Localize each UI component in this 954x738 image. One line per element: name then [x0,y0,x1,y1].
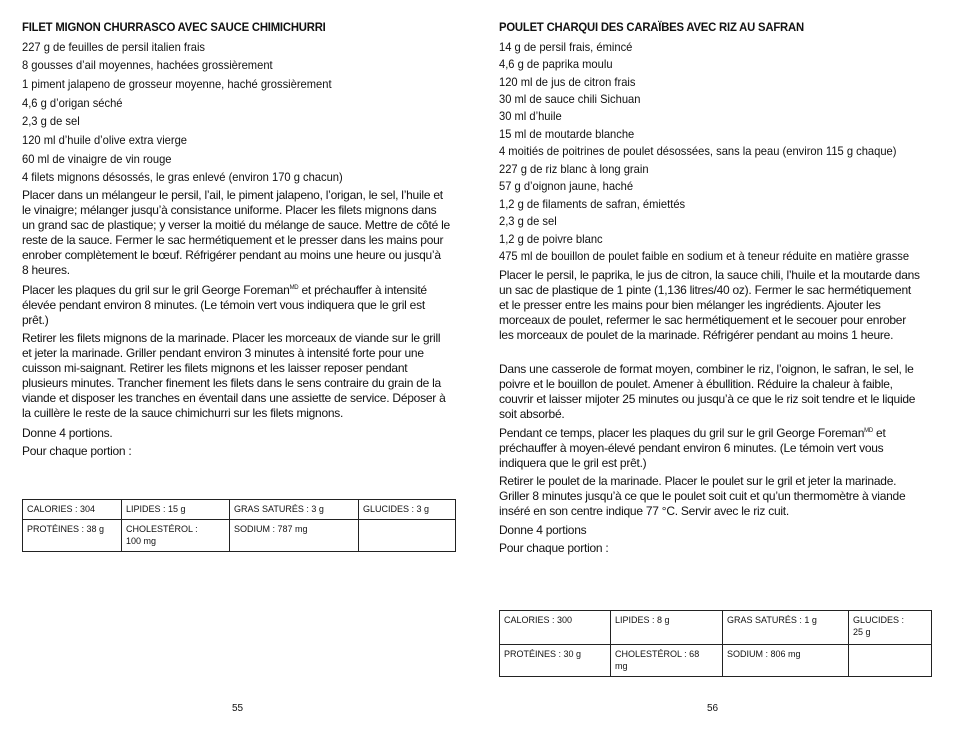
instruction-paragraph [499,426,894,471]
nutrition-cell: GRAS SATURÉS : 3 g [230,500,359,520]
servings-text: Donne 4 portions [499,523,587,537]
ingredient-line: 2,3 g de sel [22,114,80,128]
table-row [500,645,932,677]
ingredient-line: 120 ml d’huile d’olive extra vierge [22,133,188,147]
nutrition-cell: LIPIDES : 8 g [611,611,723,645]
instruction-text: et préchauffer à moyen-élevé pendant environ 6 minutes. (Le témoin vert vous indiquera que le gril est prêt.) [499,426,886,470]
ingredient-line: 227 g de riz blanc à long grain [499,162,649,176]
instruction-paragraph: Retirer les filets mignons de la marinade. Placer les morceaux de viande sur le grill et jeter la marinade. Griller pendant environ 3 minutes à intensité forte pour une cuisson mi-saignant. Retirer les filets mignons et les laisser reposer pendant plusieurs minutes. Trancher finement les filets dans le sens contraire du grain de la viande et disposer les tranches en éventail dans une assiette de service. Déposer à la cuillère le reste de la sauce chimichurri sur les filets mignons. [22,331,446,420]
table-row [500,611,932,645]
recipe-title: FILET MIGNON CHURRASCO AVEC SAUCE CHIMICHURRI [22,20,326,34]
ingredient-line: 4,6 g de paprika moulu [499,57,613,71]
nutrition-cell [359,520,456,552]
nutrition-cell [122,520,230,552]
recipe-title: POULET CHARQUI DES CARAÏBES AVEC RIZ AU SAFRAN [499,20,804,34]
instruction-text: et préchauffer à intensité élevée pendant environ 8 minutes. (Le témoin vert vous indiquera que le gril est prêt.) [22,283,427,327]
nutrition-cell: GLUCIDES : 3 g [359,500,456,520]
instruction-paragraph: Retirer le poulet de la marinade. Placer le poulet sur le gril et jeter la marinade. Griller 8 minutes jusqu’à ce que le poulet soit cuit et qu’un thermomètre à viande inséré en son centre indique 77 °C. Servir avec le riz cuit. [499,474,906,518]
nutrition-cell: LIPIDES : 15 g [122,500,230,520]
instruction-text: Pendant ce temps, placer les plaques du gril sur le gril George Foreman [499,426,865,440]
nutrition-cell: CALORIES : 300 [500,611,611,645]
nutrition-text: CHOLESTÉROL : [126,524,198,534]
nutrition-cell: SODIUM : 806 mg [723,645,849,677]
nutrition-table [22,499,456,552]
servings-text: Donne 4 portions. [22,426,113,440]
nutrition-cell [849,645,932,677]
ingredient-line: 8 gousses d’ail moyennes, hachées grossièrement [22,58,273,72]
ingredient-line: 120 ml de jus de citron frais [499,75,636,89]
instruction-paragraph: Placer dans un mélangeur le persil, l’ail, le piment jalapeno, l’origan, le sel, l’huile et le vinaigre; mélanger jusqu’à consistance uniforme. Placer les filets mignons dans un grand sac de plastique; y verser la moitié du mélange de sauce. Mettre de côté le reste de la sauce. Fermer le sac hermétiquement et le presser dans les mains pour enrober complètement le bœuf. Réfrigérer pendant au moins une heure ou jusqu’à 8 heures. [22,188,450,277]
nutrition-cell: PROTÉINES : 30 g [500,645,611,677]
nutrition-cell [611,645,723,677]
trademark-mark: MD [289,285,299,291]
instruction-text: Placer les plaques du gril sur le gril George Foreman [22,283,290,297]
ingredient-line: 30 ml d’huile [499,109,562,123]
table-row [23,500,456,520]
ingredient-line: 4 moitiés de poitrines de poulet désossées, sans la peau (environ 115 g chaque) [499,144,897,158]
ingredient-line: 4 filets mignons désossés, le gras enlevé (environ 170 g chacun) [22,170,343,184]
ingredient-line: 60 ml de vinaigre de vin rouge [22,152,172,166]
ingredient-line: 30 ml de sauce chili Sichuan [499,92,641,106]
page-number: 56 [707,703,719,714]
instruction-paragraph: Dans une casserole de format moyen, combiner le riz, l’oignon, le safran, le sel, le poivre et le bouillon de poulet. Amener à ébullition. Réduire la chaleur à faible, couvrir et laisser mijoter 25 minutes ou jusqu’à ce que le riz soit tendre et le liquide soit absorbé. [499,362,916,421]
nutrition-text: 100 mg [126,536,157,546]
ingredient-line: 2,3 g de sel [499,214,557,228]
ingredient-line: 1,2 g de filaments de safran, émiettés [499,197,686,211]
ingredient-line: 475 ml de bouillon de poulet faible en sodium et à teneur réduite en matière grasse [499,249,910,263]
ingredient-line: 57 g d’oignon jaune, haché [499,179,634,193]
nutrition-text: mg [615,661,628,671]
instruction-paragraph: Placer le persil, le paprika, le jus de citron, la sauce chili, l’huile et la moutarde dans un sac de plastique de 1 pinte (1,136 litres/40 oz). Fermer le sac hermétiquement et le presser entre les mains pour bien mélanger les ingrédients. Ajouter les morceaux de poulet, refermer le sac hermétiquement et le secouer pour enrober les morceaux de poulet de la marinade. Réfrigérer pendant au moins 1 heure. [499,268,920,342]
trademark-mark: MD [864,428,873,434]
page-number: 55 [232,703,244,714]
ingredient-line: 4,6 g d’origan séché [22,96,123,110]
ingredient-line: 1,2 g de poivre blanc [499,232,603,246]
nutrition-cell: PROTÉINES : 38 g [23,520,122,552]
ingredient-line: 227 g de feuilles de persil italien frais [22,40,206,54]
nutrition-table [499,610,932,677]
per-portion-label: Pour chaque portion : [22,444,132,458]
nutrition-cell: CALORIES : 304 [23,500,122,520]
nutrition-cell: SODIUM : 787 mg [230,520,359,552]
ingredient-line: 1 piment jalapeno de grosseur moyenne, haché grossièrement [22,77,332,91]
nutrition-text: 25 g [853,627,871,637]
instruction-paragraph [22,283,437,328]
per-portion-label: Pour chaque portion : [499,541,609,555]
nutrition-text: GLUCIDES : [853,615,905,625]
table-row [23,520,456,552]
nutrition-cell [849,611,932,645]
nutrition-text: CHOLESTÉROL : 68 [615,649,700,659]
ingredient-line: 15 ml de moutarde blanche [499,127,635,141]
ingredient-line: 14 g de persil frais, émincé [499,40,633,54]
nutrition-cell: GRAS SATURÉS : 1 g [723,611,849,645]
